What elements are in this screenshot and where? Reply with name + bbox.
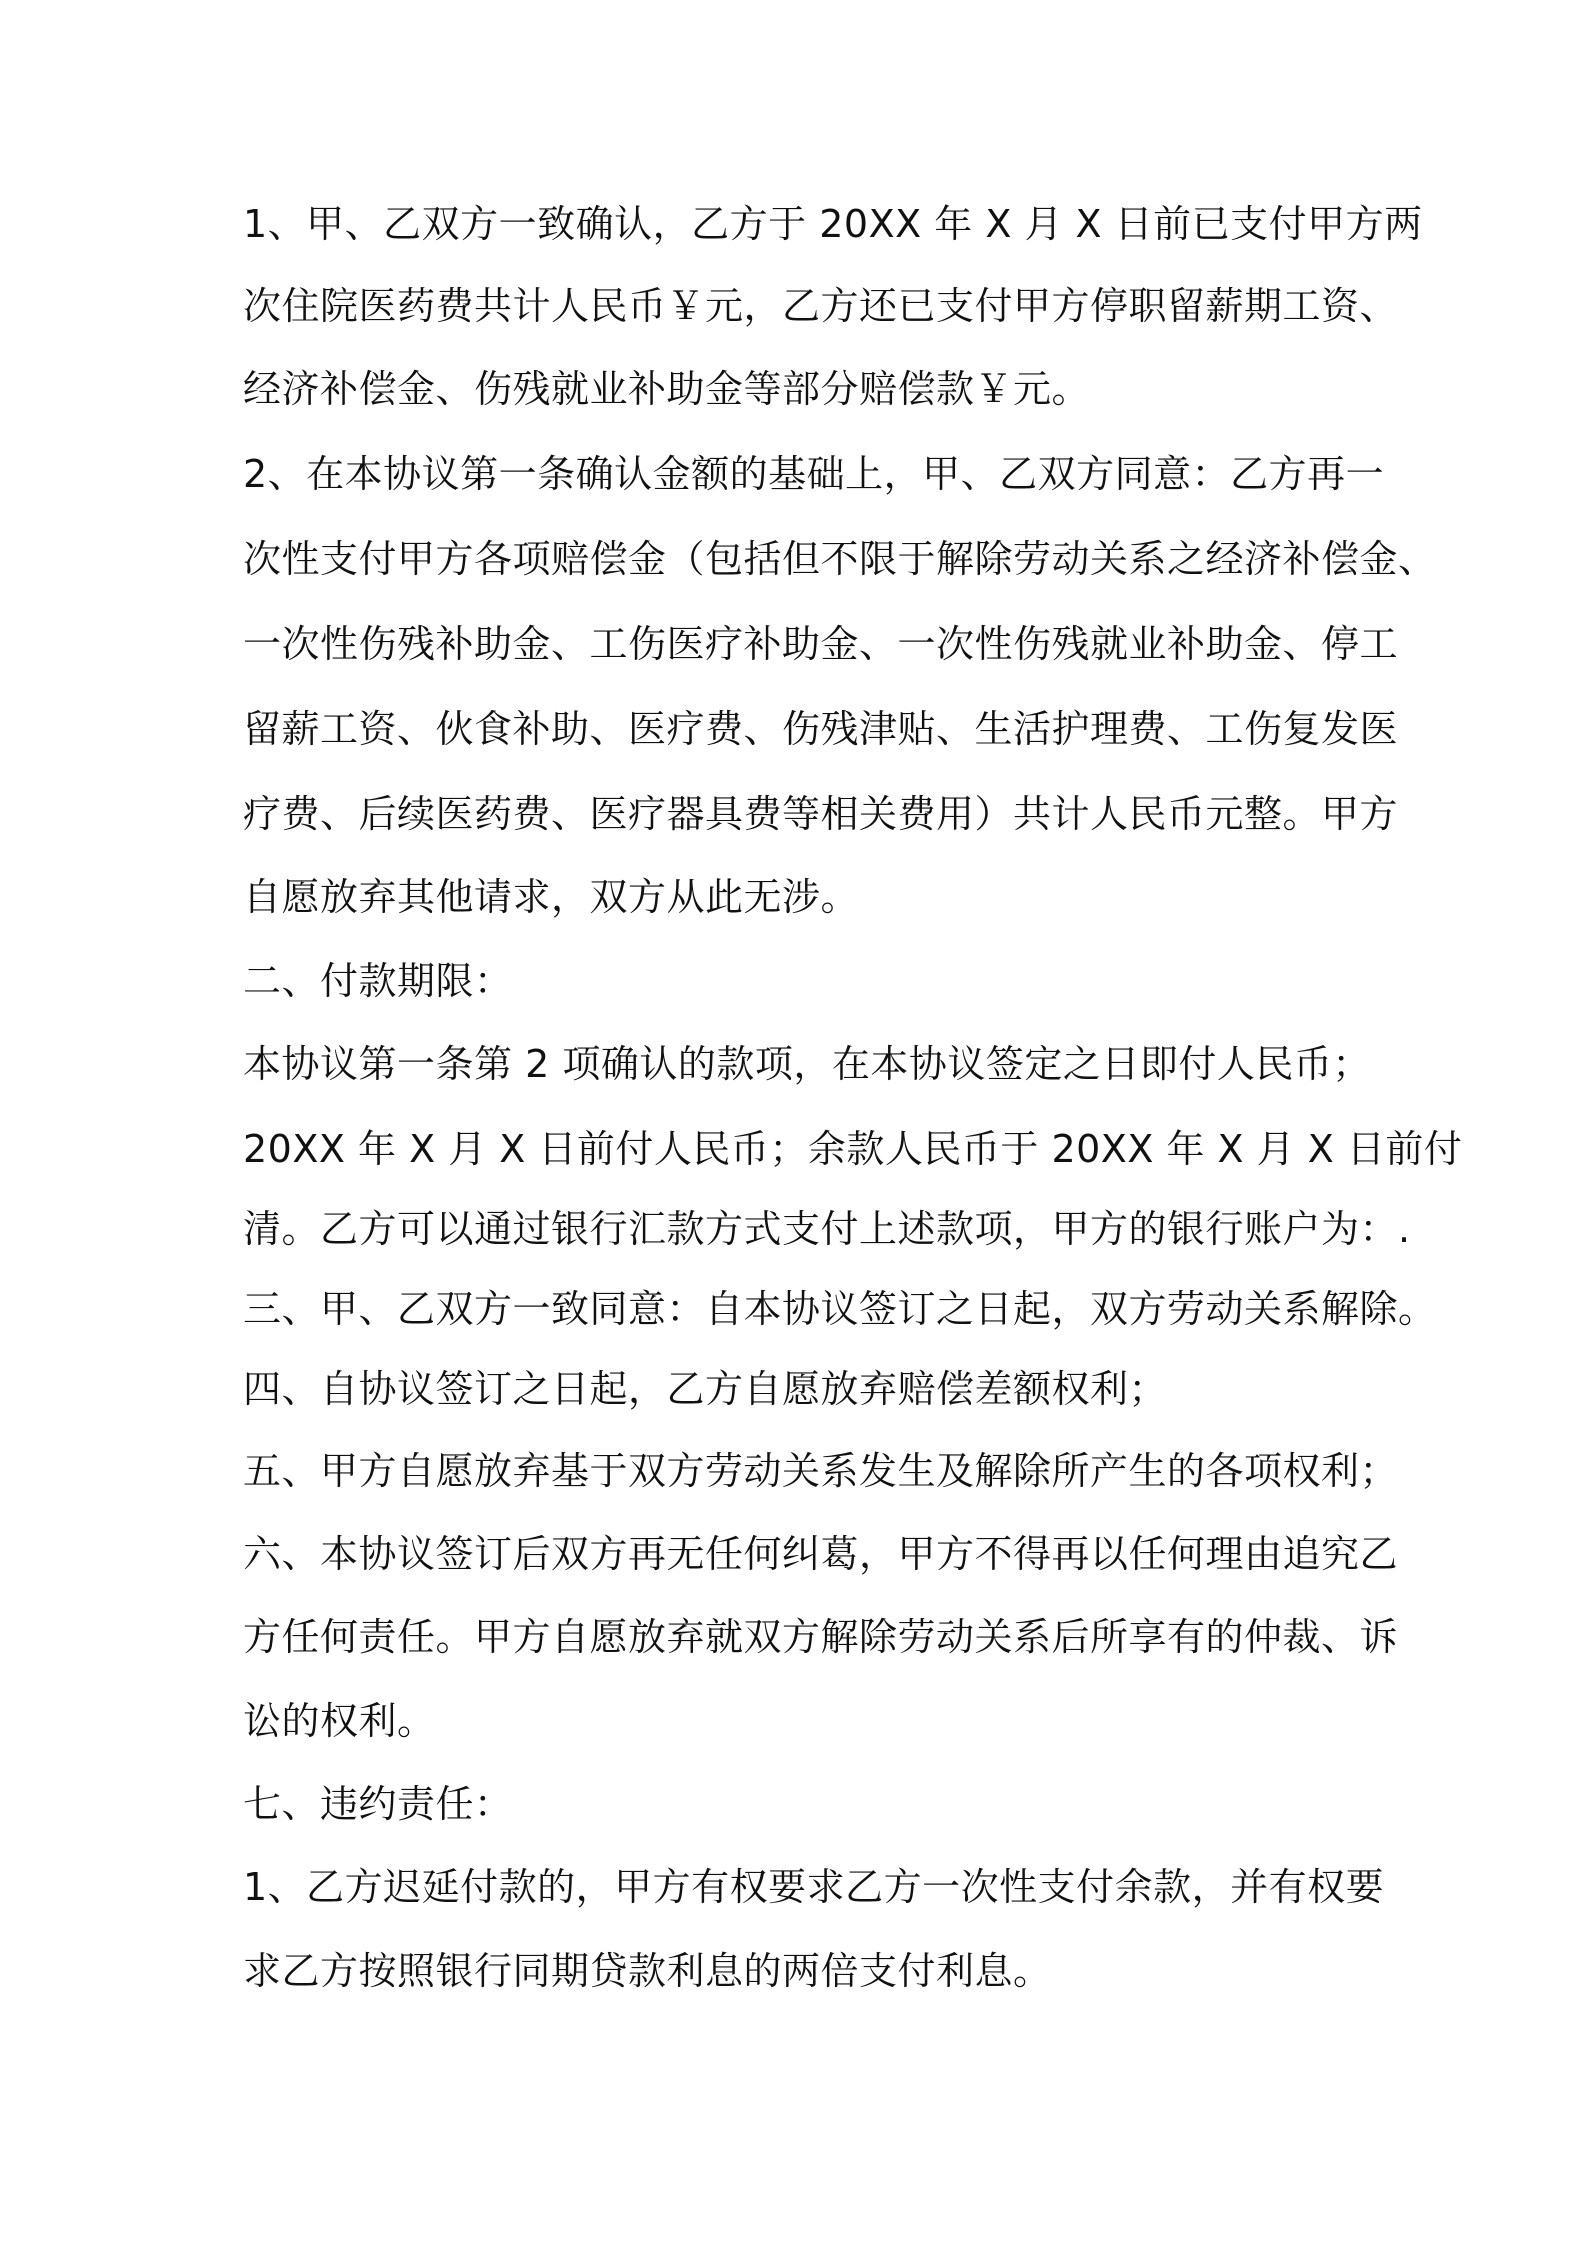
- text-line: 求乙方按照银行同期贷款利息的两倍支付利息。: [243, 1949, 1052, 1993]
- text-line: 四、自协议签订之日起，乙方自愿放弃赔偿差额权利；: [243, 1367, 1168, 1411]
- text-line: 20XX 年 X 月 X 日前付人民币；余款人民币于 20XX 年 X 月 X 日前付: [243, 1127, 1463, 1171]
- text-line: 三、甲、乙双方一致同意：自本协议签订之日起，双方劳动关系解除。: [243, 1287, 1437, 1331]
- text-line: 1、乙方迟延付款的，甲方有权要求乙方一次性支付余款，并有权要: [243, 1865, 1385, 1909]
- text-line: 六、本协议签订后双方再无任何纠葛，甲方不得再以任何理由追究乙: [243, 1532, 1399, 1576]
- text-line: 五、甲方自愿放弃基于双方劳动关系发生及解除所产生的各项权利；: [243, 1449, 1399, 1493]
- text-line: 2、在本协议第一条确认金额的基础上，甲、乙双方同意：乙方再一: [243, 452, 1385, 496]
- text-line: 自愿放弃其他请求，双方从此无涉。: [243, 875, 860, 919]
- section-heading: 二、付款期限：: [243, 959, 513, 1003]
- text-line: 1、甲、乙双方一致确认，乙方于 20XX 年 X 月 X 日前已支付甲方两: [243, 202, 1423, 246]
- section-heading: 七、违约责任：: [243, 1782, 513, 1826]
- text-line: 疗费、后续医药费、医疗器具费等相关费用）共计人民币元整。甲方: [243, 792, 1399, 836]
- text-line: 方任何责任。甲方自愿放弃就双方解除劳动关系后所享有的仲裁、诉: [243, 1615, 1399, 1659]
- text-line: 一次性伤残补助金、工伤医疗补助金、一次性伤残就业补助金、停工: [243, 622, 1399, 666]
- text-line: 本协议第一条第 2 项确认的款项，在本协议签定之日即付人民币；: [243, 1042, 1371, 1086]
- text-line: 经济补偿金、伤残就业补助金等部分赔偿款￥元。: [243, 367, 1091, 411]
- text-line: 次性支付甲方各项赔偿金（包括但不限于解除劳动关系之经济补偿金、: [243, 537, 1437, 581]
- text-line: 讼的权利。: [243, 1699, 436, 1743]
- text-line: 清。乙方可以通过银行汇款方式支付上述款项，甲方的银行账户为：.: [243, 1207, 1411, 1251]
- text-line: 次住院医药费共计人民币￥元，乙方还已支付甲方停职留薪期工资、: [243, 284, 1399, 328]
- text-line: 留薪工资、伙食补助、医疗费、伤残津贴、生活护理费、工伤复发医: [243, 707, 1399, 751]
